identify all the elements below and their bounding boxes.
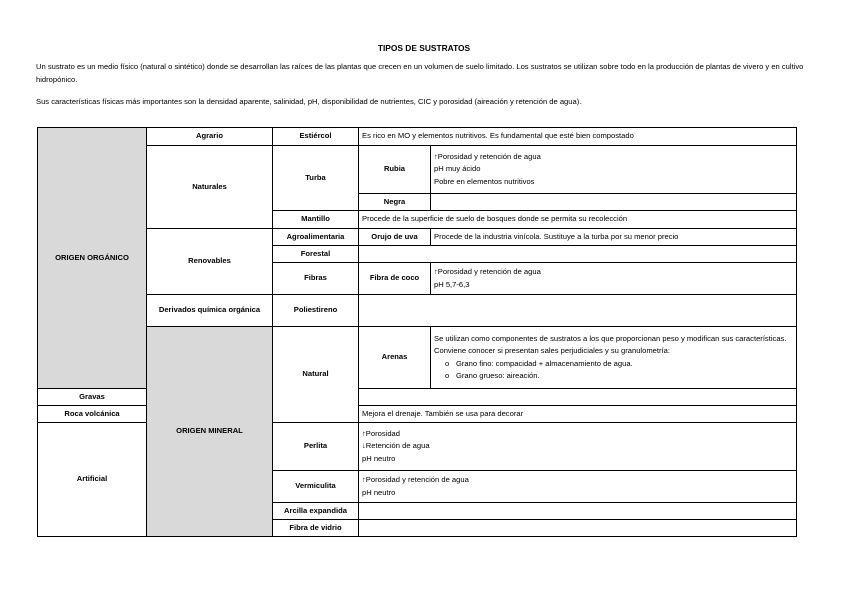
desc-negra <box>431 194 797 211</box>
sub-natural: Natural <box>273 327 359 423</box>
variety-coco: Fibra de coco <box>359 263 431 295</box>
desc-line: Se utilizan como componentes de sustratos a los que proporcionan peso y modifican sus características. Conviene conocer si presentan sales perjudiciales y su granulometría: <box>434 333 787 355</box>
type-fibras: Fibras <box>273 263 359 295</box>
type-mantillo: Mantillo <box>273 211 359 229</box>
type-roca: Roca volcánica <box>38 406 147 423</box>
desc-line: ↑Porosidad y retención de agua <box>434 151 541 161</box>
desc-poliestireno <box>359 295 797 327</box>
desc-coco <box>431 263 797 295</box>
group-organic: ORIGEN ORGÁNICO <box>38 128 147 389</box>
desc-forestal <box>359 246 797 263</box>
desc-line: pH neutro <box>362 487 396 497</box>
desc-mantillo: Procede de la superficie de suelo de bosques donde se permita su recolección <box>359 211 797 229</box>
desc-line: ↓Retención de agua <box>362 441 430 451</box>
desc-rubia <box>431 146 797 194</box>
table-row <box>38 146 797 194</box>
list-item: o Grano fino: compacidad + almacenamiento de agua. <box>456 358 793 371</box>
desc-orujo: Procede de la industria vinícola. Sustituye a la turba por su menor precio <box>431 229 797 246</box>
properties-paragraph: Sus características físicas más importantes son la densidad aparente, salinidad, pH, disponibilidad de nutrientes, CIC y porosidad (aireación y retención de agua). <box>36 97 582 106</box>
desc-estiercol: Es rico en MO y elementos nutritivos. Es fundamental que esté bien compostado <box>359 128 797 146</box>
grain-list <box>434 358 793 383</box>
desc-line: pH 5,7-6,3 <box>434 279 470 289</box>
table-row <box>38 295 797 327</box>
type-turba: Turba <box>273 146 359 211</box>
table-row <box>38 229 797 246</box>
desc-fibra-vidrio <box>359 520 797 537</box>
sub-agrario: Agrario <box>147 128 273 146</box>
desc-line: ↑Porosidad y retención de agua <box>362 475 469 484</box>
type-estiercol: Estiércol <box>273 128 359 146</box>
desc-line: pH muy ácido <box>434 164 481 174</box>
table-row <box>38 327 797 389</box>
intro-paragraph: Un sustrato es un medio físico (natural o sintético) donde se desarrollan las raíces de las plantas que crecen en un volumen de suelo limitado. Los sustratos se utilizan sobre todo en la producción de plantas de vivero y en cultivo hidropónico. <box>36 62 804 84</box>
sub-artificial: Artificial <box>38 423 147 537</box>
type-vermiculita: Vermiculita <box>273 471 359 503</box>
type-fibra-vidrio: Fibra de vidrio <box>273 520 359 537</box>
table-row <box>38 128 797 146</box>
desc-vermiculita <box>359 471 797 503</box>
desc-arcilla <box>359 503 797 520</box>
page-title: TIPOS DE SUSTRATOS <box>377 43 471 53</box>
group-mineral: ORIGEN MINERAL <box>147 327 273 537</box>
desc-line: pH neutro <box>362 453 396 463</box>
desc-line: ↑Porosidad <box>362 428 400 438</box>
type-arenas: Arenas <box>359 327 431 389</box>
desc-arenas <box>431 327 797 389</box>
desc-gravas <box>359 389 797 406</box>
type-poliestireno: Poliestireno <box>273 295 359 327</box>
desc-line: ↑Porosidad y retención de agua <box>434 267 541 276</box>
type-perlita: Perlita <box>273 423 359 471</box>
desc-roca: Mejora el drenaje. También se usa para decorar <box>359 406 797 423</box>
variety-rubia: Rubia <box>359 146 431 194</box>
variety-negra: Negra <box>359 194 431 211</box>
type-agroalimentaria: Agroalimentaria <box>273 229 359 246</box>
type-forestal: Forestal <box>273 246 359 263</box>
sub-derivados: Derivados química orgánica <box>147 295 273 327</box>
substrates-table <box>37 127 797 537</box>
desc-perlita <box>359 423 797 471</box>
list-item: o Grano grueso: aireación. <box>456 370 793 383</box>
sub-naturales: Naturales <box>147 146 273 229</box>
type-gravas: Gravas <box>38 389 147 406</box>
type-arcilla: Arcilla expandida <box>273 503 359 520</box>
sub-renovables: Renovables <box>147 229 273 295</box>
desc-line: Pobre en elementos nutritivos <box>434 176 535 186</box>
variety-orujo: Orujo de uva <box>359 229 431 246</box>
